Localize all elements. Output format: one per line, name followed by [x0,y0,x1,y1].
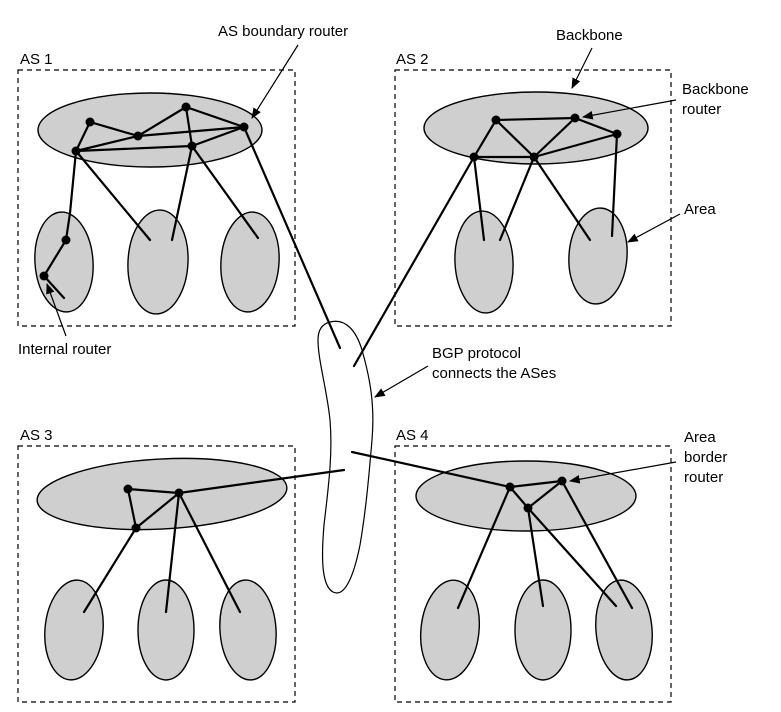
as3-area-2 [138,580,194,680]
router-node [124,485,133,494]
area-border-router-node [558,477,567,486]
backbone-router-label-line1: Backbone [682,81,749,98]
internal-router-label: Internal router [18,341,112,358]
as1-label: AS 1 [20,51,53,68]
router-node [134,132,143,141]
router-node [175,489,184,498]
as4-area-2 [515,580,571,680]
router-node [188,142,197,151]
bgp-cloud [318,321,373,593]
internal-router-node [40,272,49,281]
bgp-arrow [375,366,428,397]
as3-area-1 [41,578,107,683]
router-node [62,236,71,245]
area-border-router-label-line1: Area [684,429,716,446]
backbone-arrow [572,48,592,88]
as3-area-3 [217,578,280,682]
bgp-label-line1: BGP protocol [432,345,521,362]
as4-area-1 [416,577,484,683]
router-node [506,483,515,492]
router-node [86,118,95,127]
as3-label: AS 3 [20,427,53,444]
area-arrow [628,214,680,242]
router-node [613,130,622,139]
router-node [182,103,191,112]
as1-area-2 [125,209,190,316]
as-boundary-router-label: AS boundary router [218,23,349,40]
as4-backbone [416,461,636,531]
bgp-label-line2: connects the ASes [432,365,557,382]
backbone-router-node [571,114,580,123]
router-node [530,153,539,162]
area-label: Area [684,201,716,218]
router-node [72,147,81,156]
as-boundary-router-arrow [252,45,298,118]
backbone-label: Backbone [556,27,623,44]
router-node [524,504,533,513]
as-boundary-router-node [240,123,249,132]
as4-label: AS 4 [396,427,429,444]
as2-area-2 [566,206,631,306]
area-border-router-label-line2: border [684,449,728,466]
router-node [470,153,479,162]
as2-label: AS 2 [396,51,429,68]
backbone-router-label-line2: router [682,101,722,118]
router-node [132,524,141,533]
area-border-router-label-line3: router [684,469,724,486]
as3-backbone [35,453,288,536]
router-node [492,116,501,125]
